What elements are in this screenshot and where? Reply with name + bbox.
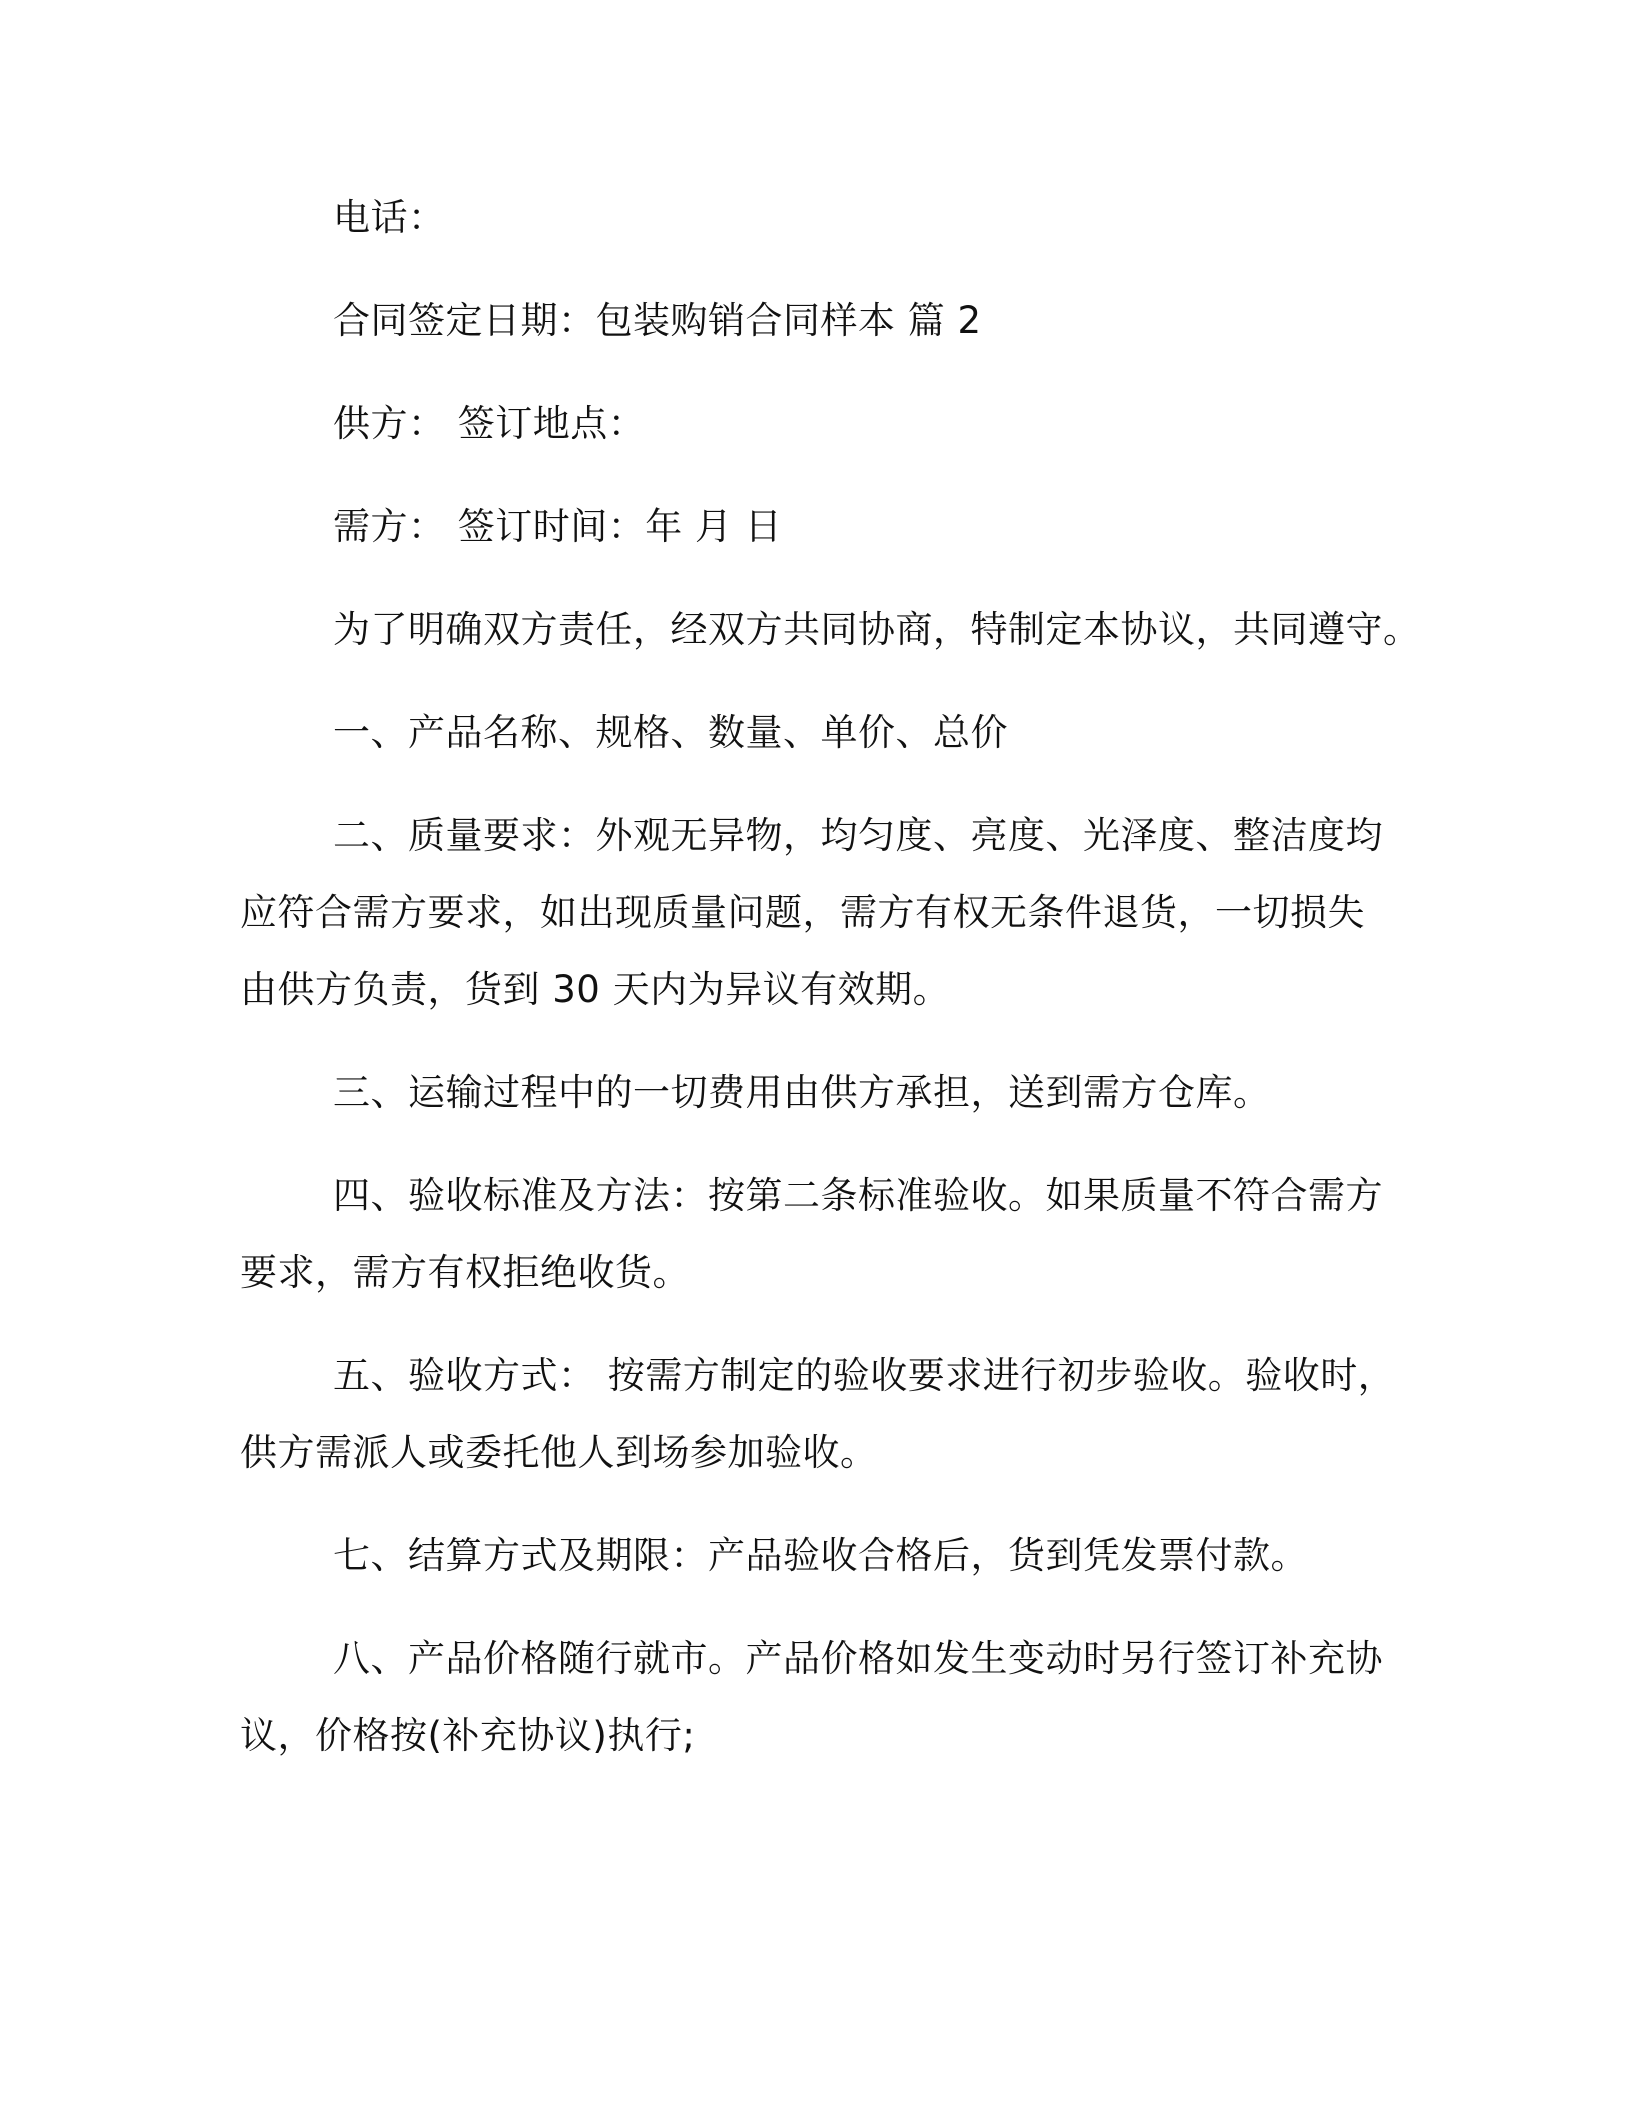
phone-label: 电话： <box>333 196 446 239</box>
clause-5-line-1: 五、验收方式： 按需方制定的验收要求进行初步验收。验收时， <box>333 1354 1396 1397</box>
clause-4-line-2: 要求，需方有权拒绝收货。 <box>240 1251 690 1294</box>
clause-5-line-2: 供方需派人或委托他人到场参加验收。 <box>240 1431 878 1474</box>
clause-8-line-2: 议，价格按(补充协议)执行; <box>240 1714 696 1757</box>
contract-date-line: 合同签定日期：包装购销合同样本 篇 2 <box>333 299 982 342</box>
supplier-line: 供方： 签订地点： <box>333 402 646 445</box>
clause-2-line-1: 二、质量要求：外观无异物，均匀度、亮度、光泽度、整洁度均 <box>333 814 1383 857</box>
clause-7: 七、结算方式及期限：产品验收合格后，货到凭发票付款。 <box>333 1534 1308 1577</box>
clause-8-line-1: 八、产品价格随行就市。产品价格如发生变动时另行签订补充协 <box>333 1637 1383 1680</box>
clause-4-line-1: 四、验收标准及方法：按第二条标准验收。如果质量不符合需方 <box>333 1174 1383 1217</box>
clause-1: 一、产品名称、规格、数量、单价、总价 <box>333 711 1008 754</box>
preamble-paragraph: 为了明确双方责任，经双方共同协商，特制定本协议，共同遵守。 <box>333 608 1421 651</box>
clause-3: 三、运输过程中的一切费用由供方承担，送到需方仓库。 <box>333 1071 1271 1114</box>
clause-2-line-2: 应符合需方要求，如出现质量问题，需方有权无条件退货，一切损失 <box>240 891 1365 934</box>
clause-2-line-3: 由供方负责，货到 30 天内为异议有效期。 <box>240 968 951 1011</box>
buyer-line: 需方： 签订时间：年 月 日 <box>333 505 783 548</box>
